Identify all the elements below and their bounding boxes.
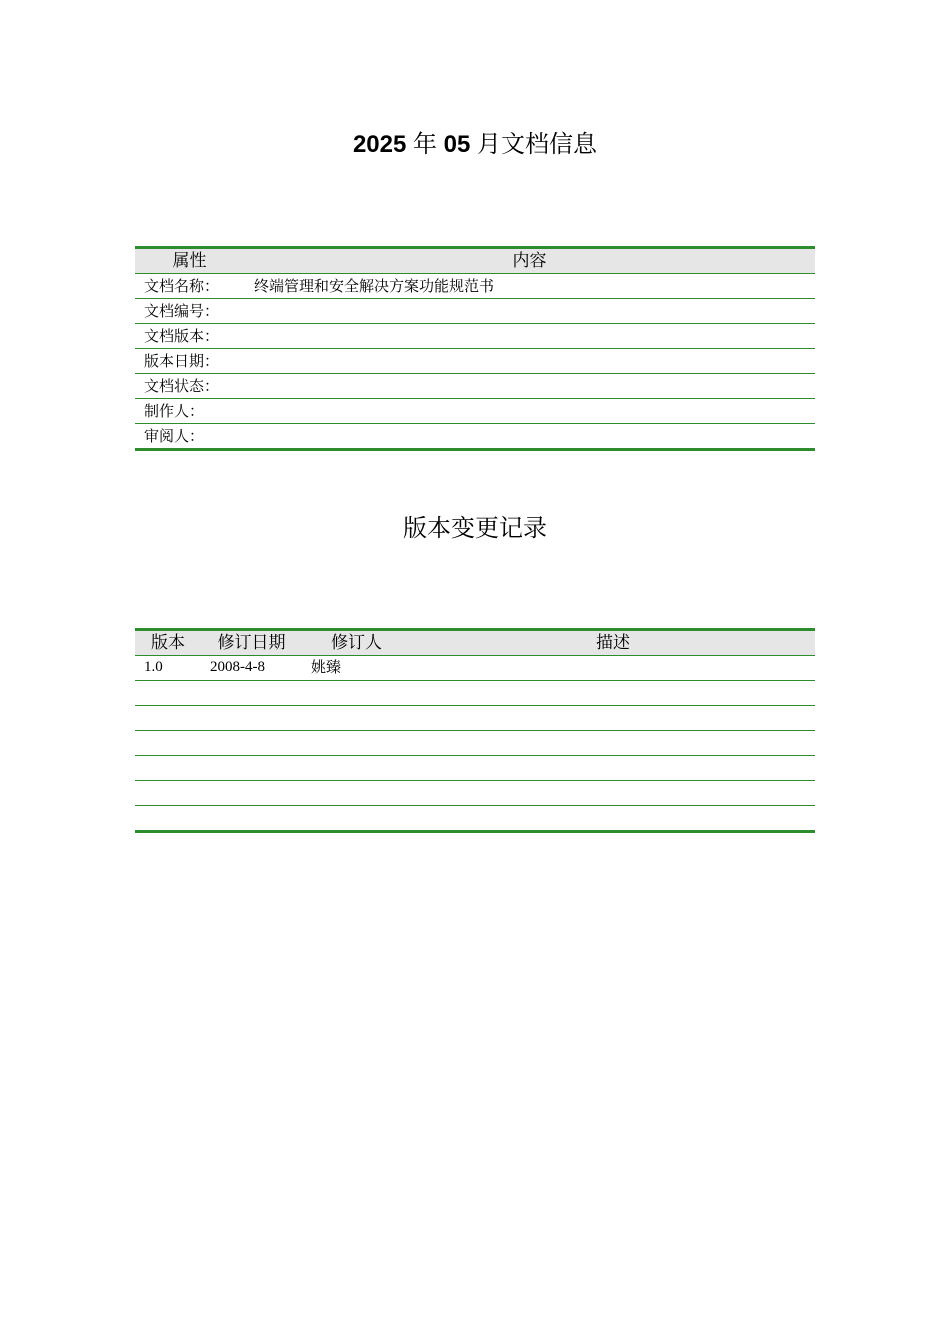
history-section-title: 版本变更记录 (403, 514, 547, 542)
history-author: 姚臻 (302, 656, 411, 681)
info-label: 文档版本： (135, 324, 244, 349)
history-col-header-description: 描述 (411, 630, 815, 656)
history-date (201, 731, 302, 756)
info-row-author (135, 399, 815, 424)
history-version: 1.0 (135, 656, 201, 681)
history-version (135, 756, 201, 781)
history-author (302, 781, 411, 806)
history-version (135, 681, 201, 706)
info-value (244, 349, 815, 374)
history-author (302, 706, 411, 731)
history-date (201, 781, 302, 806)
history-author (302, 681, 411, 706)
document-title (0, 128, 950, 161)
history-description (411, 681, 815, 706)
info-value (244, 299, 815, 324)
history-col-header-version: 版本 (135, 630, 201, 656)
history-date: 2008-4-8 (201, 656, 302, 681)
history-description (411, 706, 815, 731)
history-version (135, 781, 201, 806)
info-row-version-date (135, 349, 815, 374)
table-row (135, 706, 815, 731)
info-value: 终端管理和安全解决方案功能规范书 (244, 274, 815, 299)
table-row (135, 656, 815, 681)
table-row (135, 681, 815, 706)
info-label: 文档编号： (135, 299, 244, 324)
table-row (135, 806, 815, 832)
history-col-header-date: 修订日期 (201, 630, 302, 656)
info-row-doc-status (135, 374, 815, 399)
history-author (302, 731, 411, 756)
history-date (201, 706, 302, 731)
title-year: 2025 (352, 131, 407, 158)
info-label: 文档名称： (135, 274, 244, 299)
info-row-doc-name (135, 274, 815, 299)
title-month: 05 (443, 131, 471, 158)
info-row-doc-version (135, 324, 815, 349)
info-table-header-row (135, 248, 815, 274)
info-value (244, 424, 815, 450)
history-author (302, 806, 411, 832)
info-row-reviewer (135, 424, 815, 450)
history-version (135, 806, 201, 832)
history-description (411, 731, 815, 756)
history-author (302, 756, 411, 781)
info-col-header-content: 内容 (244, 248, 815, 274)
history-table-header-row (135, 630, 815, 656)
document-info-table (135, 246, 815, 451)
history-date (201, 681, 302, 706)
history-date (201, 806, 302, 832)
title-year-suffix: 年 (413, 130, 437, 158)
info-value (244, 324, 815, 349)
history-description (411, 656, 815, 681)
version-history-table (135, 628, 815, 833)
history-version (135, 731, 201, 756)
info-label: 文档状态： (135, 374, 244, 399)
history-description (411, 806, 815, 832)
history-description (411, 756, 815, 781)
info-label: 审阅人： (135, 424, 244, 450)
table-row (135, 781, 815, 806)
info-col-header-property: 属性 (135, 248, 244, 274)
history-date (201, 756, 302, 781)
info-value (244, 399, 815, 424)
history-col-header-author: 修订人 (302, 630, 411, 656)
history-description (411, 781, 815, 806)
title-suffix: 月文档信息 (477, 130, 598, 158)
table-row (135, 756, 815, 781)
info-value (244, 374, 815, 399)
info-label: 版本日期： (135, 349, 244, 374)
table-row (135, 731, 815, 756)
info-label: 制作人： (135, 399, 244, 424)
history-version (135, 706, 201, 731)
info-row-doc-number (135, 299, 815, 324)
